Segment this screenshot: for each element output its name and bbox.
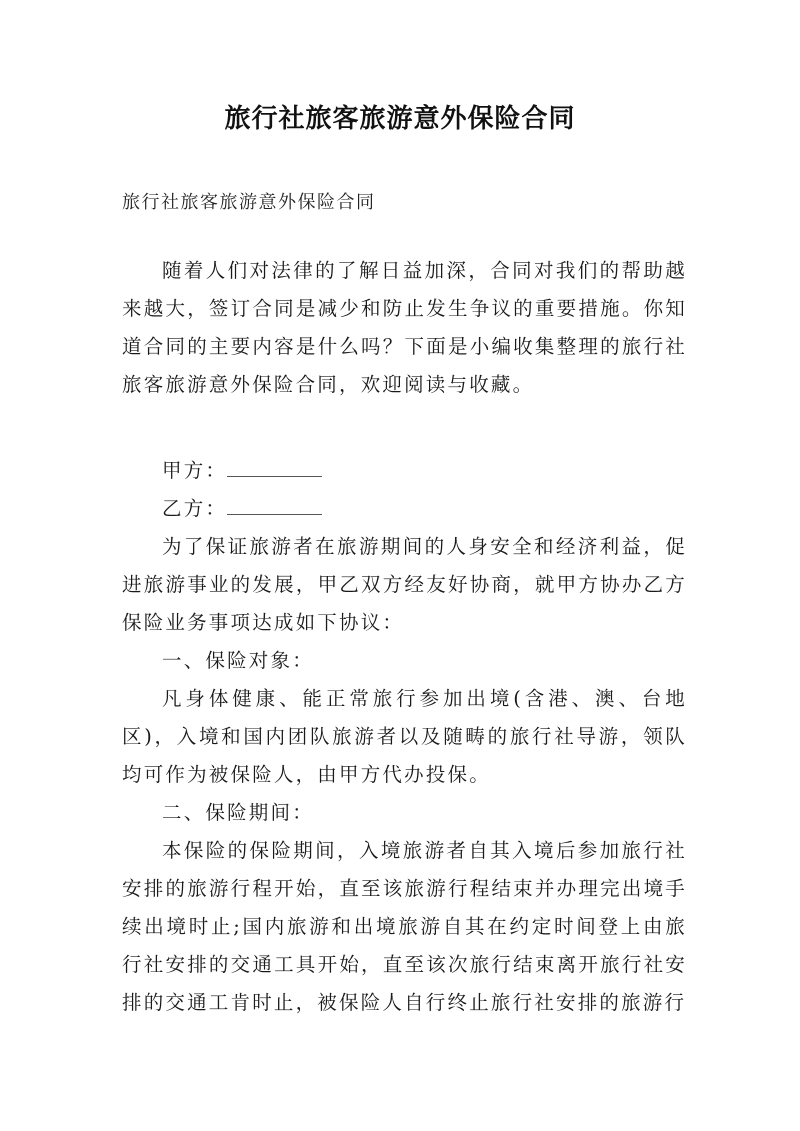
party-b-blank bbox=[227, 494, 322, 515]
section-2-paragraph: 本保险的保险期间，入境旅游者自其入境后参加旅行社安排的旅游行程开始，直至该旅游行程结束并办理完出境手续出境时止;国内旅游和出境旅游自其在约定时间登上由旅行社安排的交通工具开始，直至该次旅行结束离开旅行社安排的交通工肯时止，被保险人自行终止旅行社安排的旅游行 bbox=[122, 839, 687, 1014]
party-a-label: 甲方： bbox=[162, 459, 228, 482]
document-subtitle: 旅行社旅客旅游意外保险合同 bbox=[122, 192, 376, 213]
party-a-line bbox=[162, 452, 322, 490]
section-2-heading: 二、保险期间： bbox=[162, 801, 314, 824]
purpose-paragraph: 为了保证旅游者在旅游期间的人身安全和经济利益，促进旅游事业的发展，甲乙双方经友好协商，就甲方协办乙方保险业务事项达成如下协议： bbox=[122, 535, 687, 634]
document-title: 旅行社旅客旅游意外保险合同 bbox=[224, 104, 576, 134]
party-a-blank bbox=[227, 456, 322, 477]
section-1-paragraph: 凡身体健康、能正常旅行参加出境(含港、澳、台地区)，入境和国内团队旅游者以及随畴的旅行社导游，领队均可作为被保险人，由甲方代办投保。 bbox=[122, 687, 687, 786]
intro-paragraph: 随着人们对法律的了解日益加深，合同对我们的帮助越来越大，签订合同是减少和防止发生争议的重要措施。你知道合同的主要内容是什么吗？下面是小编收集整理的旅行社旅客旅游意外保险合同，欢迎阅读与收藏。 bbox=[122, 259, 687, 396]
party-b-label: 乙方： bbox=[162, 497, 228, 520]
section-1-heading: 一、保险对象： bbox=[162, 649, 314, 672]
party-b-line bbox=[162, 490, 322, 528]
